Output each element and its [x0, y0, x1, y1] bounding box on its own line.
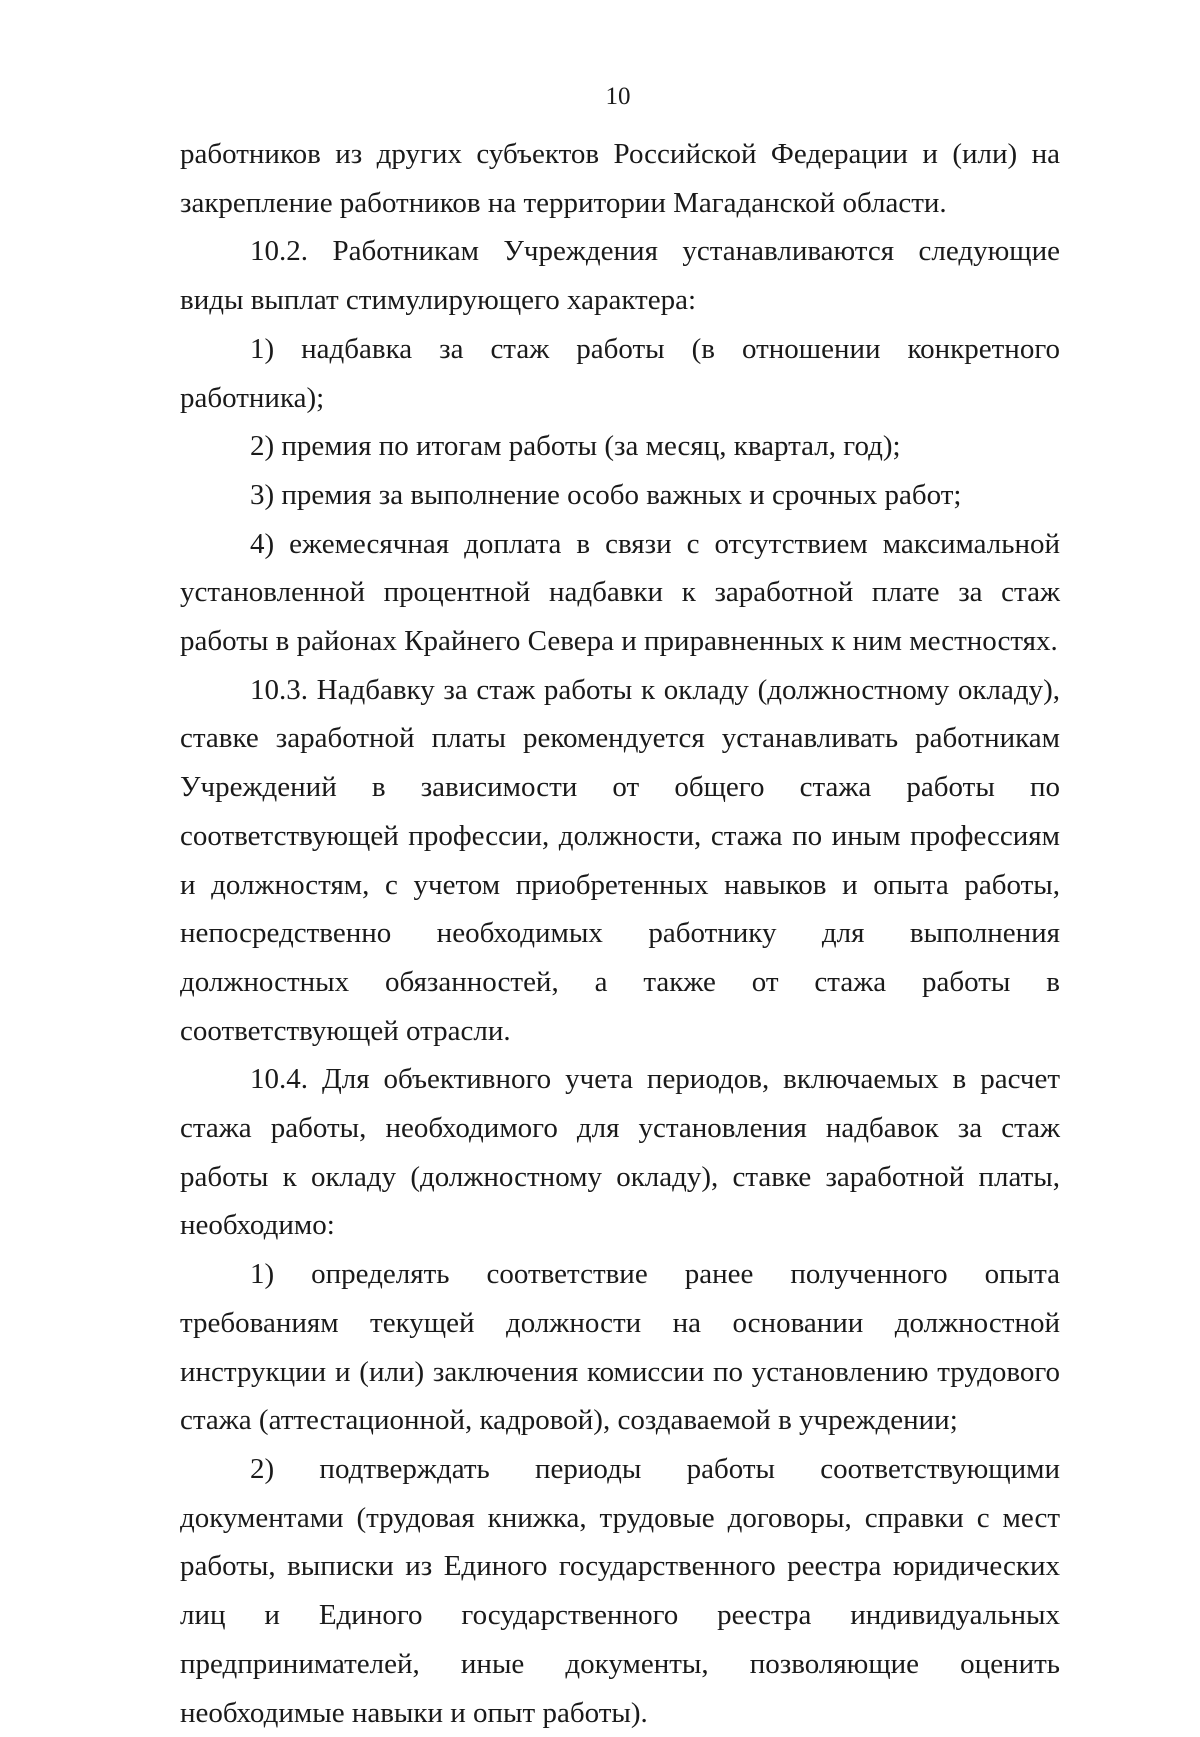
paragraph-10-4: 10.4. Для объективного учета периодов, включаемых в расчет стажа работы, необходимого для установления надбавок за стаж работы к окладу (должностному окладу), ставке заработной платы, необходимо:	[180, 1063, 1060, 1242]
list-item-10-4-2: 2) подтверждать периоды работы соответствующими документами (трудовая книжка, трудовые договоры, справки с мест работы, выписки из Единого государственного реестра юридических лиц и Единого государственного реестра индивидуальных предпринимателей, иные документы, позволяющие оценить необходимые навыки и опыт работы).	[180, 1452, 1060, 1729]
paragraph-10-3: 10.3. Надбавку за стаж работы к окладу (должностному окладу), ставке заработной платы рекомендуется устанавливать работникам Учреждений в зависимости от общего стажа работы по соответствующей профессии, должности, стажа по иным профессиям и должностям, с учетом приобретенных навыков и опыта работы, непосредственно необходимых работнику для выполнения должностных обязанностей, а также от стажа работы в соответствующей отрасли.	[180, 673, 1060, 1047]
list-item-10-2-2: 2) премия по итогам работы (за месяц, квартал, год);	[250, 430, 901, 463]
list-item-10-2-1: 1) надбавка за стаж работы (в отношении конкретного работника);	[180, 332, 1060, 414]
list-item-10-2-4: 4) ежемесячная доплата в связи с отсутствием максимальной установленной процентной надбавки к заработной плате за стаж работы в районах Крайнего Севера и приравненных к ним местностях.	[180, 527, 1060, 658]
document-body	[180, 130, 1060, 1737]
list-item-10-2-3: 3) премия за выполнение особо важных и срочных работ;	[250, 478, 962, 511]
page-number: 10	[605, 83, 631, 110]
paragraph-continuation: работников из других субъектов Российской Федерации и (или) на закрепление работников на территории Магаданской области.	[180, 138, 1060, 219]
paragraph-10-2: 10.2. Работникам Учреждения устанавливаются следующие виды выплат стимулирующего характера:	[180, 235, 1060, 317]
list-item-10-4-1: 1) определять соответствие ранее полученного опыта требованиям текущей должности на основании должностной инструкции и (или) заключения комиссии по установлению трудового стажа (аттестационной, кадровой), создаваемой в учреждении;	[180, 1258, 1060, 1437]
